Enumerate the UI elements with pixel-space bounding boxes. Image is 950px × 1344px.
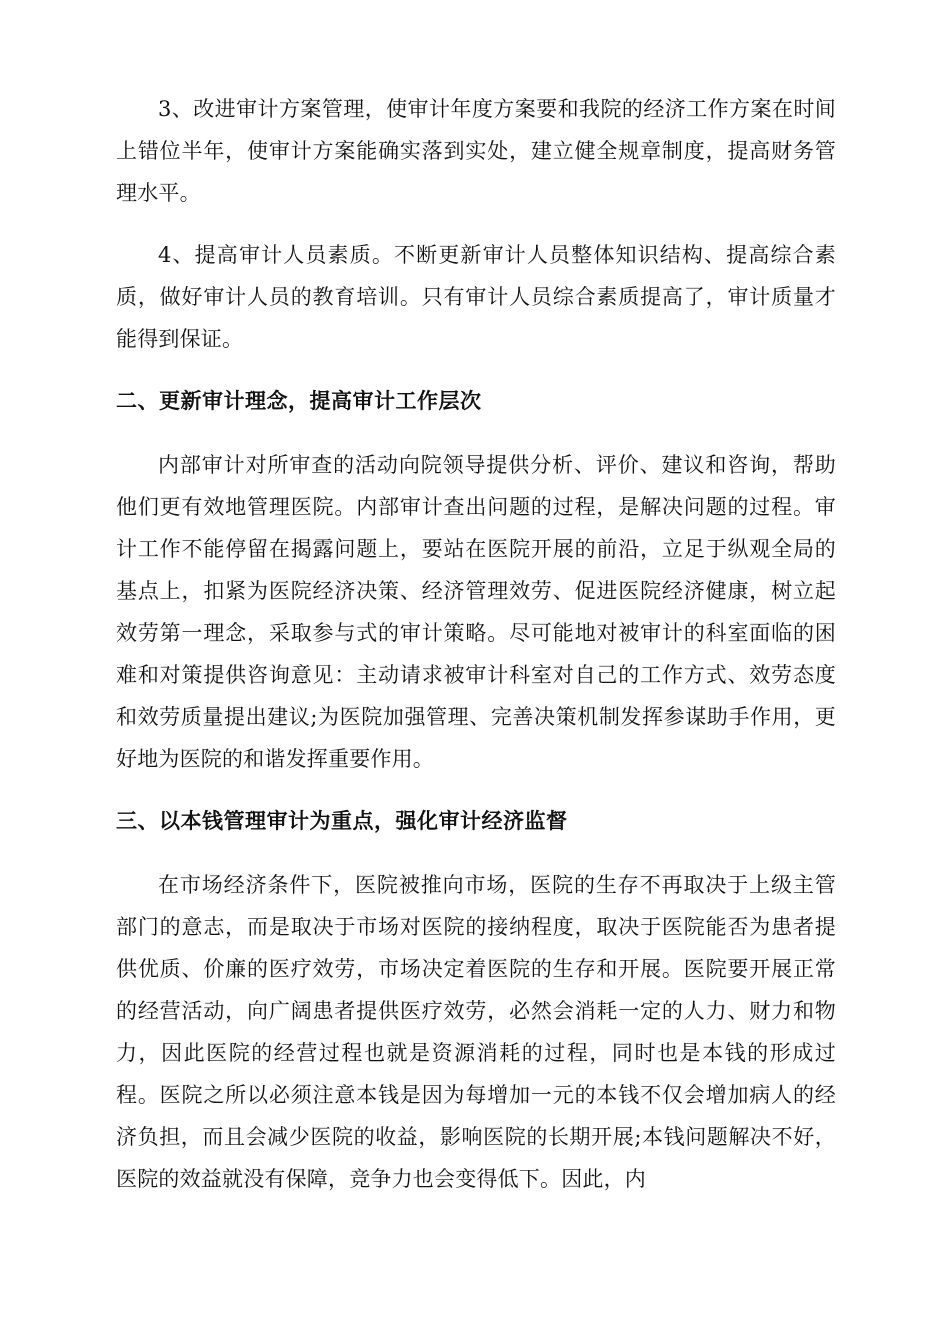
paragraph-audit-plan: 3、改进审计方案管理，使审计年度方案要和我院的经济工作方案在时间上错位半年，使审计方案能确实落到实处，建立健全规章制度，提高财务管理水平。	[116, 97, 836, 205]
document-body	[116, 88, 836, 1220]
section-heading-2: 二、更新审计理念，提高审计工作层次	[116, 389, 482, 413]
paragraph-cost-management: 在市场经济条件下，医院被推向市场，医院的生存不再取决于上级主管部门的意志，而是取决于市场对医院的接纳程度，取决于医院能否为患者提供优质、价廉的医疗效劳，市场决定着医院的生存和开展。医院要开展正常的经营活动，向广阔患者提供医疗效劳，必然会消耗一定的人力、财力和物力，因此医院的经营过程也就是资源消耗的过程，同时也是本钱的形成过程。医院之所以必须注意本钱是因为每增加一元的本钱不仅会增加病人的经济负担，而且会减少医院的收益，影响医院的长期开展;本钱问题解决不好，医院的效益就没有保障，竞争力也会变得低下。因此，内	[116, 873, 836, 1191]
section-heading-3: 三、以本钱管理审计为重点，强化审计经济监督	[116, 809, 568, 833]
paragraph-auditor-quality: 4、提高审计人员素质。不断更新审计人员整体知识结构、提高综合素质，做好审计人员的教育培训。只有审计人员综合素质提高了，审计质量才能得到保证。	[116, 243, 836, 351]
paragraph-audit-concept: 内部审计对所审查的活动向院领导提供分析、评价、建议和咨询，帮助他们更有效地管理医院。内部审计查出问题的过程，是解决问题的过程。审计工作不能停留在揭露问题上，要站在医院开展的前沿，立足于纵观全局的基点上，扣紧为医院经济决策、经济管理效劳、促进医院经济健康，树立起效劳第一理念，采取参与式的审计策略。尽可能地对被审计的科室面临的困难和对策提供咨询意见：主动请求被审计科室对自己的工作方式、效劳态度和效劳质量提出建议;为医院加强管理、完善决策机制发挥参谋助手作用，更好地为医院的和谐发挥重要作用。	[116, 453, 836, 771]
